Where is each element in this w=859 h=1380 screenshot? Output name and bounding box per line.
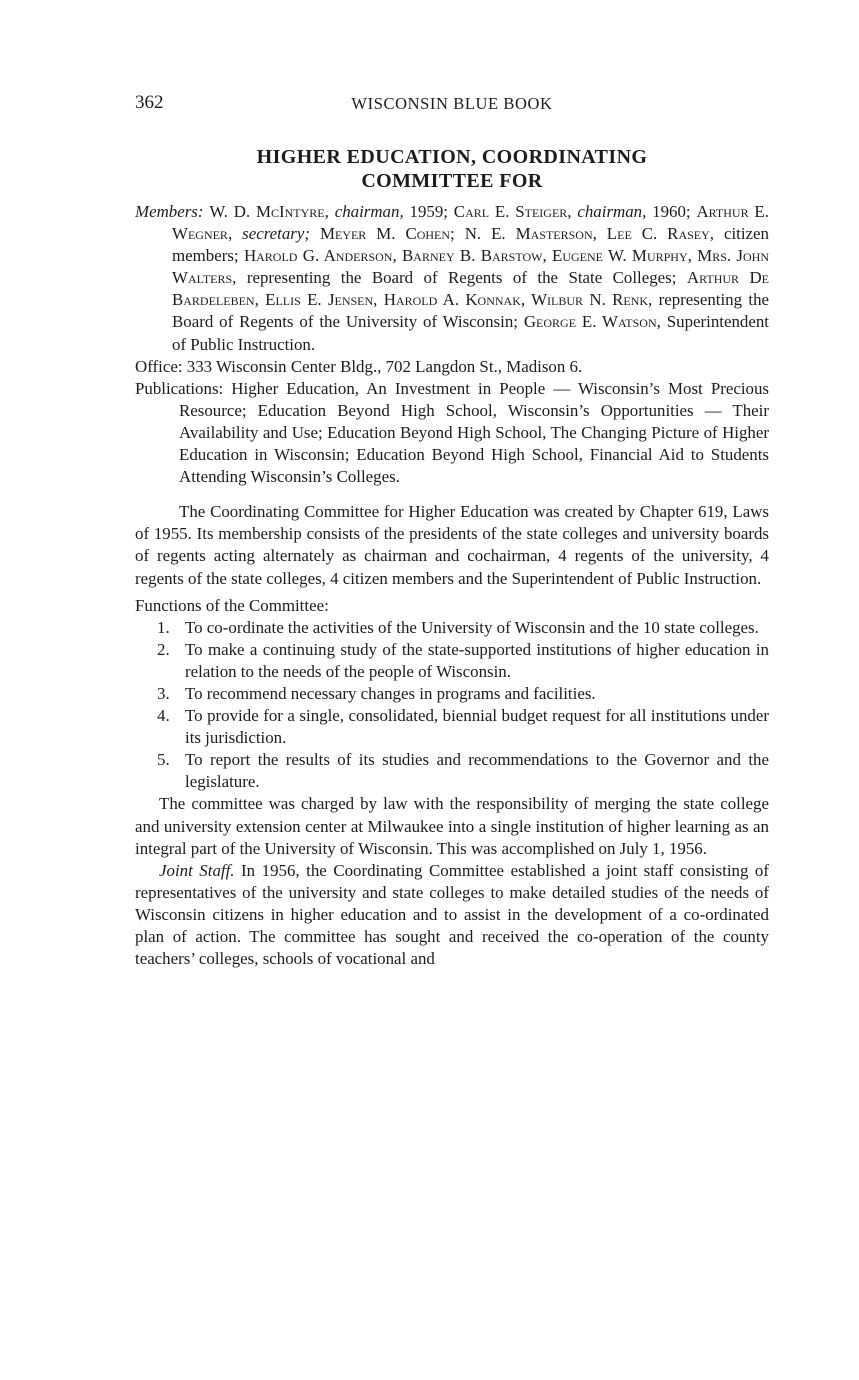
list-item-text: To co-ordinate the activities of the University of Wisconsin and the 10 state colleges. [185, 617, 759, 637]
list-item [135, 683, 769, 705]
superintendent-desc: Superintendent of Public Instruction. [172, 312, 769, 354]
joint-staff-label: Joint Staff. [159, 860, 235, 880]
list-item-number: 2. [157, 639, 170, 659]
functions-list [135, 617, 769, 794]
member-chairman-1960: Carl E. Steiger, [453, 202, 572, 221]
joint-staff-paragraph [135, 860, 769, 970]
functions-heading: Functions of the Committee: [135, 595, 329, 615]
intro-paragraph: The Coordinating Committee for Higher Education was created by Chapter 619, Laws of 1955. Its membership consists of the presidents of the state colleges and university boards of regents acting alternately as chairman and cochairman, 4 regents of the university, 4 regents of the state colleges, 4 citizen members and the Superintendent of Public Instruction. [135, 502, 769, 588]
list-item [135, 705, 769, 749]
page-header [135, 92, 769, 120]
list-item-text: To provide for a single, consolidated, biennial budget request for all institutions under its jurisdiction. [185, 706, 769, 748]
members-label: Members: [135, 202, 204, 221]
member-secretary: Arthur E. Wegner, [172, 202, 769, 244]
citizen-members: Meyer M. Cohen; N. E. Masterson, Lee C. Rasey, [319, 224, 714, 244]
state-college-regents-desc: representing the Board of Regents of the State Colleges; [236, 268, 687, 288]
body-text [135, 201, 769, 970]
superintendent: George E. Watson, [523, 312, 661, 332]
list-item [135, 749, 769, 793]
section-title [135, 145, 769, 193]
members-paragraph [135, 201, 769, 356]
section-title-line-1: HIGHER EDUCATION, COORDINATING [256, 146, 648, 168]
running-title: WISCONSIN BLUE BOOK [351, 94, 553, 113]
office-line: Office: 333 Wisconsin Center Bldg., 702 Langdon St., Madison 6. [135, 356, 583, 376]
list-item-text: To recommend necessary changes in programs and facilities. [185, 683, 596, 703]
list-item-text: To make a continuing study of the state-supported institutions of higher education in relation to the needs of the people of Wisconsin. [185, 639, 769, 681]
list-item-number: 4. [157, 706, 170, 726]
list-item-text: To report the results of its studies and recommendations to the Governor and the legislature. [185, 750, 769, 792]
member-chairman-1959: W. D. McIntyre, [209, 202, 329, 221]
state-college-regents: Harold G. Anderson, Barney B. Barstow, Eugene W. Murphy, Mrs. John Walters, [172, 246, 769, 288]
publications-paragraph: Publications: Higher Education, An Investment in People — Wisconsin’s Most Precious Resource; Education Beyond High School, Wisconsin’s Opportunities — Their Availability and Use; Education Beyond High School, The Changing Picture of Higher Education in Wisconsin; Education Beyond High School, Financial Aid to Students Attending Wisconsin’s Colleges. [135, 378, 769, 487]
list-item-number: 5. [157, 750, 170, 770]
role-chairman-1960: chairman, [577, 202, 647, 221]
university-regents: Arthur De Bardeleben, Ellis E. Jensen, Harold A. Konnak, Wilbur N. Renk, [172, 268, 769, 310]
role-secretary: secretary; [242, 224, 310, 244]
list-item-number: 3. [157, 683, 170, 703]
year-1959: 1959; [403, 202, 454, 221]
list-item [135, 617, 769, 639]
page-number: 362 [135, 92, 164, 113]
section-title-line-2: COMMITTEE FOR [361, 170, 543, 192]
role-chairman-1959: chairman, [334, 202, 404, 221]
citizen-members-desc: citizen members; [172, 224, 769, 266]
joint-staff-text: In 1956, the Coordinating Committee established a joint staff consisting of representatives of the university and state colleges to make detailed studies of the needs of Wisconsin citizens in higher education and to assist in the development of a co-ordinated plan of action. The committee has sought and received the co-operation of the county teachers’ colleges, schools of vocational and [135, 860, 770, 969]
list-item-number: 1. [157, 617, 170, 637]
university-regents-desc: representing the Board of Regents of the University of Wisconsin; [172, 290, 770, 332]
year-1960: 1960; [646, 202, 697, 221]
merger-paragraph: The committee was charged by law with the responsibility of merging the state college and university extension center at Milwaukee into a single institution of higher learning as an integral part of the University of Wisconsin. This was accomplished on July 1, 1956. [135, 794, 769, 858]
list-item [135, 639, 769, 683]
